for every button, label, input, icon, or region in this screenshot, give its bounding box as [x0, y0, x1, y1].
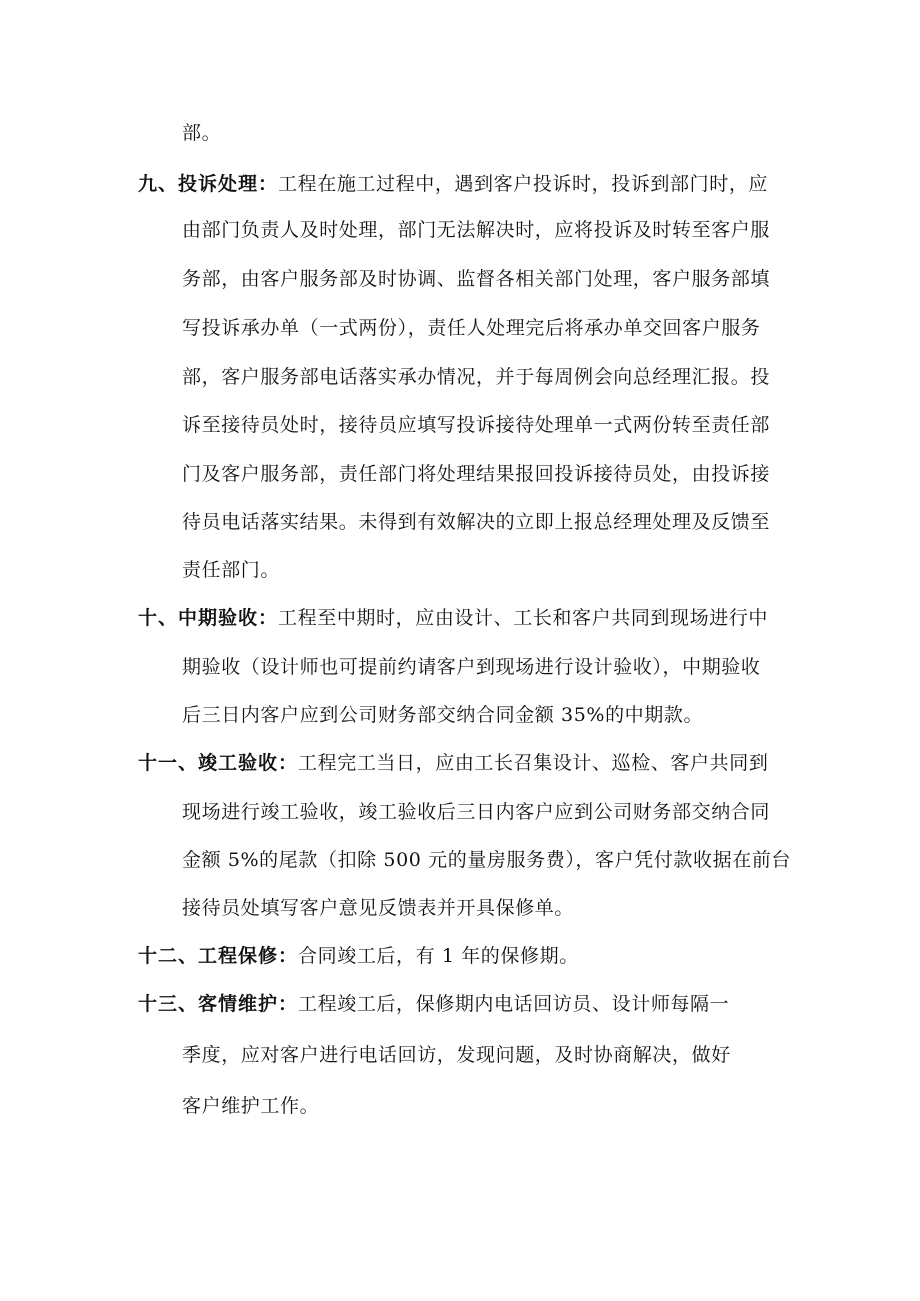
line-text: 合同竣工后，有 1 年的保修期。 — [298, 945, 579, 967]
section-8-tail — [182, 121, 221, 145]
line-text: 门及客户服务部，责任部门将处理结果报回投诉接待员处，由投诉接 — [182, 463, 771, 485]
line-text: 工程至中期时，应由设计、工长和客户共同到现场进行中 — [278, 607, 769, 629]
section-13-number: 十三、 — [138, 993, 199, 1015]
section-13-heading: 客情维护： — [198, 993, 299, 1015]
section-9-line — [182, 558, 280, 582]
line-text: 诉至接待员处时，接待员应填写投诉接待处理单一式两份转至责任部 — [182, 414, 771, 436]
line-text: 季度，应对客户进行电话回访，发现问题，及时协商解决，做好 — [182, 1044, 731, 1066]
line-text: 现场进行竣工验收，竣工验收后三日内客户应到公司财务部交纳合同 — [182, 801, 771, 823]
section-11-line — [182, 896, 574, 920]
section-13-first-line — [138, 992, 729, 1016]
line-text: 工程完工当日，应由工长召集设计、巡检、客户共同到 — [298, 752, 769, 774]
section-10-first-line — [138, 606, 768, 630]
section-12-first-line — [138, 944, 579, 968]
line-text: 工程竣工后，保修期内电话回访员、设计师每隔一 — [298, 993, 730, 1015]
line-text: 待员电话落实结果。未得到有效解决的立即上报总经理处理及反馈至 — [182, 511, 771, 533]
section-9-number: 九、 — [138, 173, 179, 195]
section-11-first-line — [138, 751, 768, 775]
line-text: 后三日内客户应到公司财务部交纳合同金额 35%的中期款。 — [182, 704, 704, 726]
section-11-heading: 竣工验收： — [198, 752, 299, 774]
section-9-line — [182, 365, 770, 389]
section-9-line — [182, 267, 770, 291]
section-9-first-line — [138, 172, 768, 196]
section-10-heading: 中期验收： — [178, 607, 279, 629]
section-11-line — [182, 800, 770, 824]
line-text: 部，客户服务部电话落实承办情况，并于每周例会向总经理汇报。投 — [182, 366, 771, 388]
line-text: 务部，由客户服务部及时协调、监督各相关部门处理，客户服务部填 — [182, 268, 771, 290]
section-9-line — [182, 510, 770, 534]
line-text: 客户维护工作。 — [182, 1095, 320, 1117]
section-13-line — [182, 1043, 731, 1067]
section-12-heading: 工程保修： — [198, 945, 299, 967]
line-text: 写投诉承办单（一式两份），责任人处理完后将承办单交回客户服务 — [182, 317, 761, 339]
section-13-line — [182, 1094, 319, 1118]
section-9-line — [182, 316, 761, 340]
section-10-line — [182, 703, 703, 727]
section-9-line — [182, 218, 770, 242]
section-10-line — [182, 655, 761, 679]
line-text: 期验收（设计师也可提前约请客户到现场进行设计验收），中期验收 — [182, 656, 761, 678]
line-text: 接待员处填写客户意见反馈表并开具保修单。 — [182, 897, 575, 919]
section-10-number: 十、 — [138, 607, 179, 629]
line-text: 部。 — [182, 122, 222, 144]
section-11-number: 十一、 — [138, 752, 199, 774]
section-11-line — [182, 848, 791, 872]
section-9-line — [182, 462, 770, 486]
line-text: 工程在施工过程中，遇到客户投诉时，投诉到部门时，应 — [278, 173, 769, 195]
section-9-heading: 投诉处理： — [178, 173, 279, 195]
section-9-line — [182, 413, 770, 437]
line-text: 由部门负责人及时处理，部门无法解决时，应将投诉及时转至客户服 — [182, 219, 771, 241]
section-12-number: 十二、 — [138, 945, 199, 967]
line-text: 金额 5%的尾款（扣除 500 元的量房服务费），客户凭付款收据在前台 — [182, 849, 792, 871]
line-text: 责任部门。 — [182, 559, 281, 581]
